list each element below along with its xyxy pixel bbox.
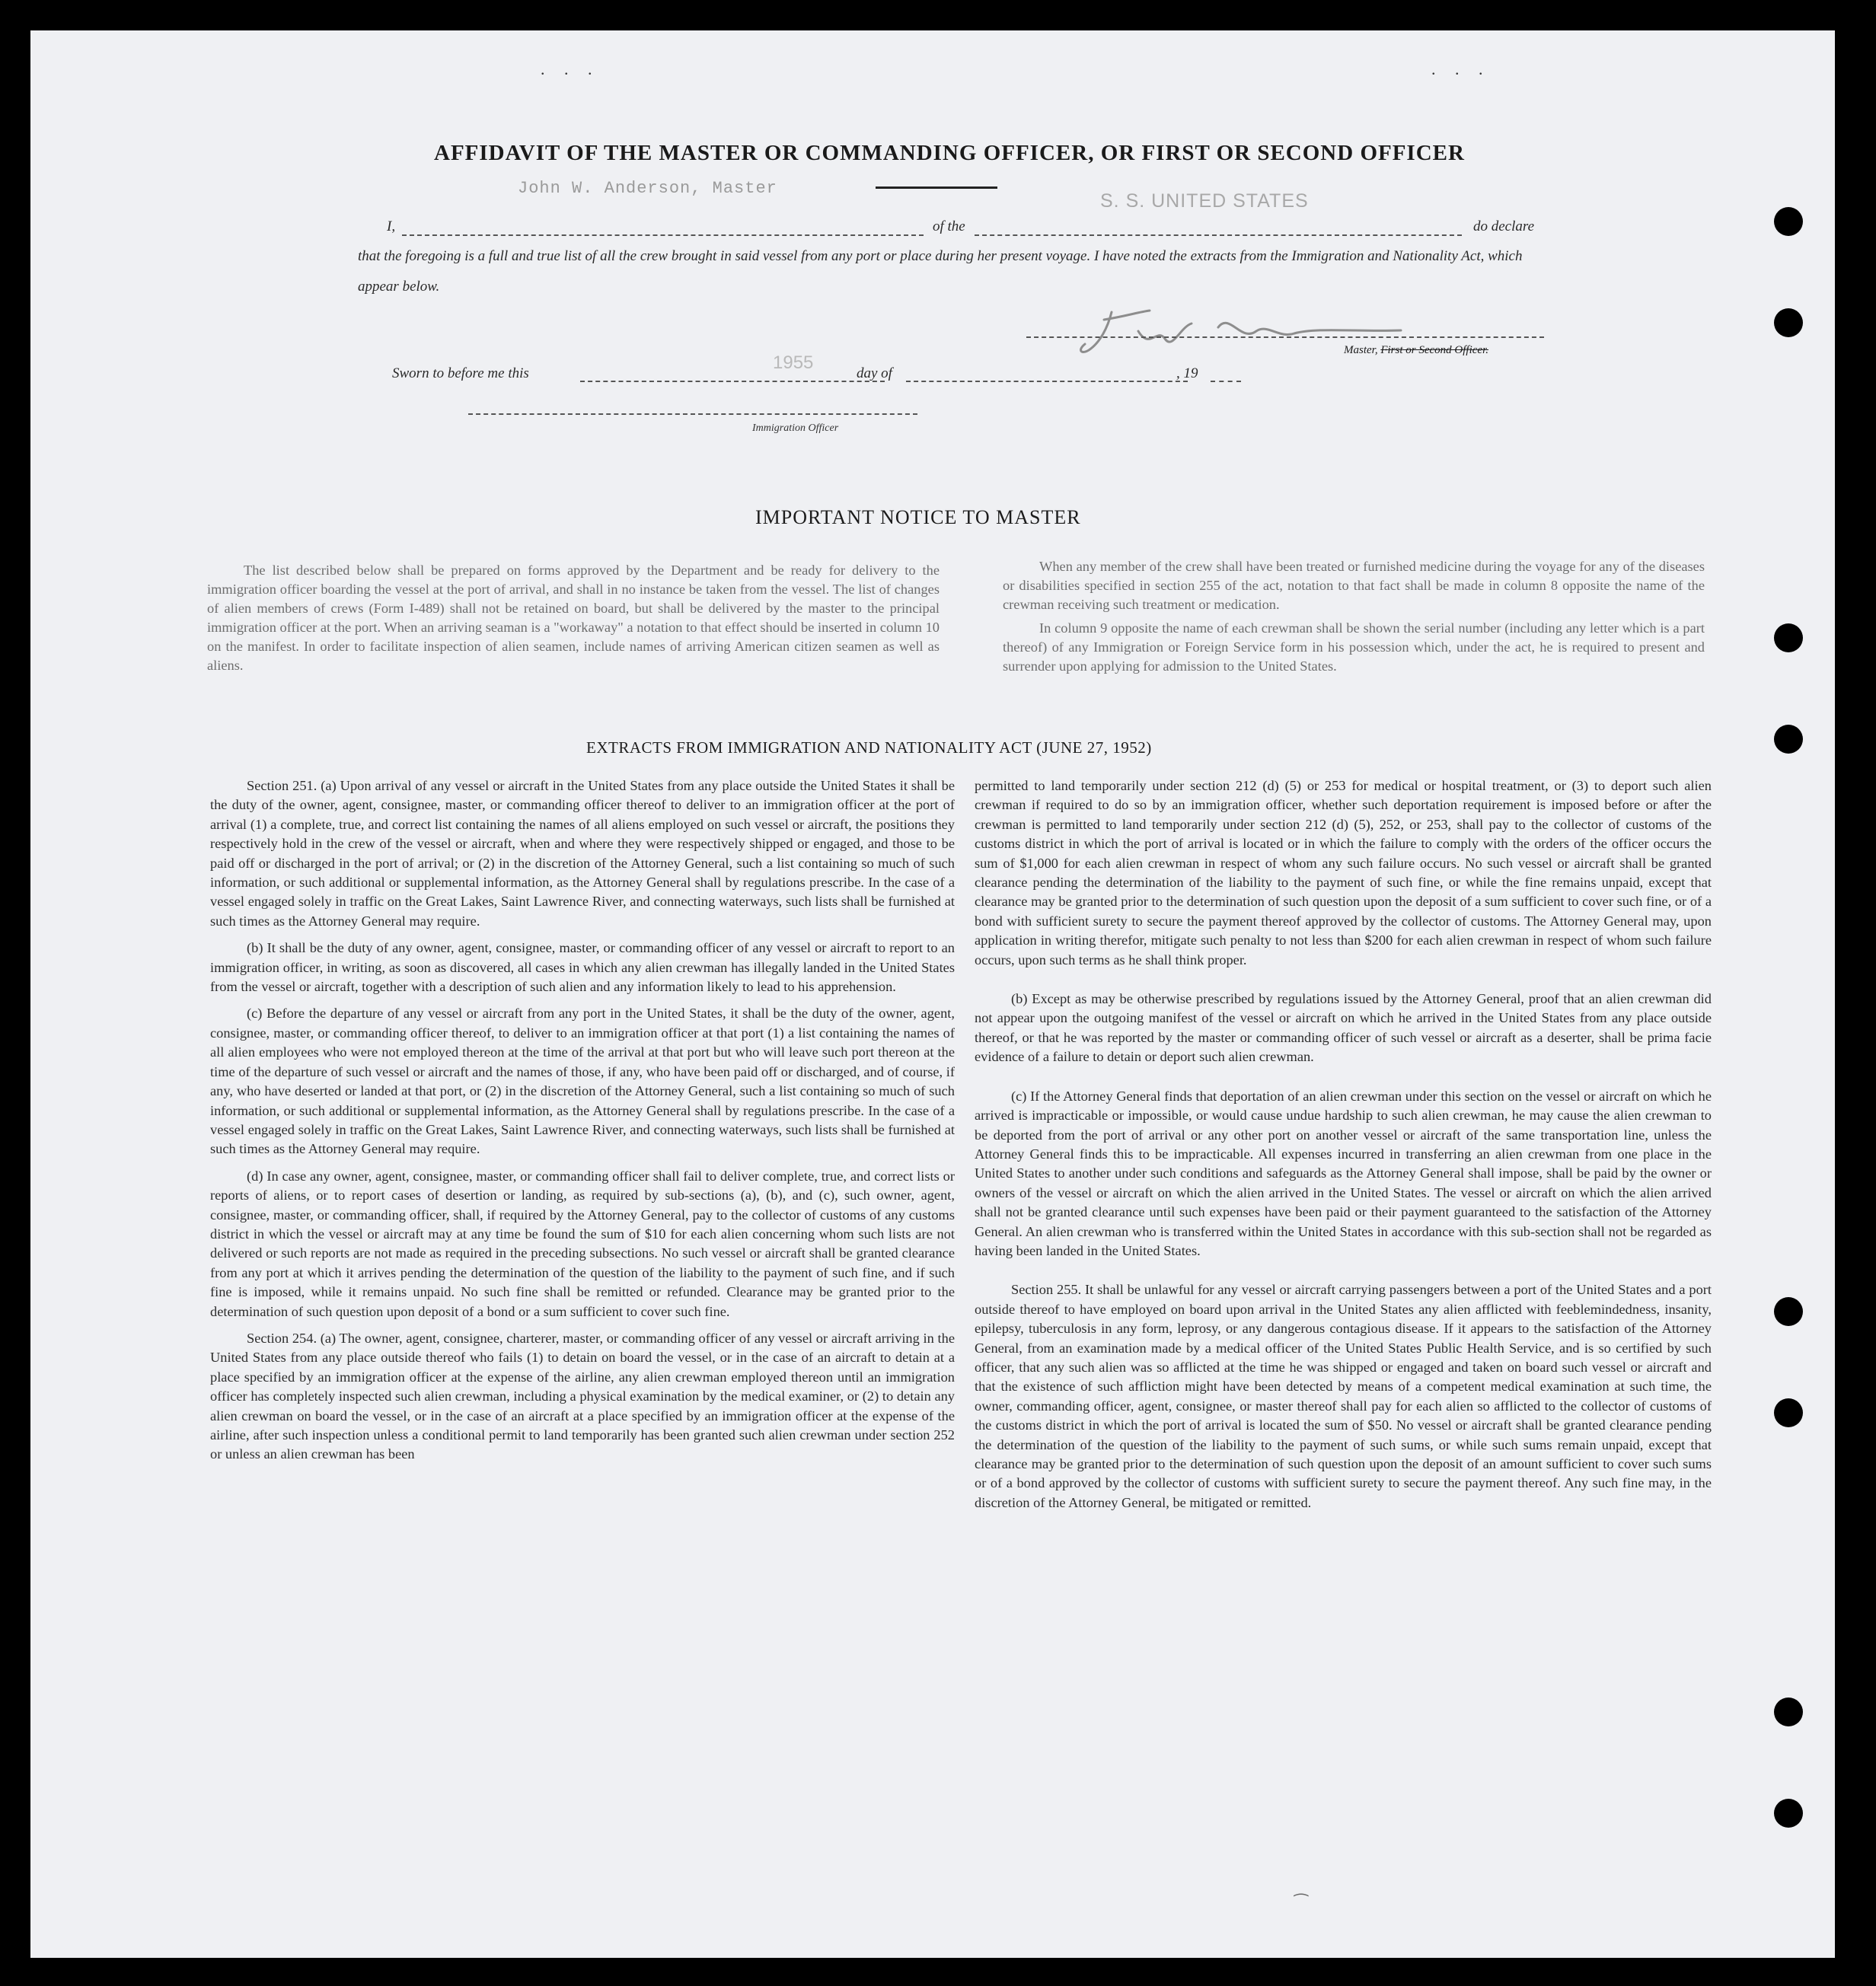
sworn-day-line [580,381,885,382]
signature-line [1026,336,1544,338]
typed-vessel-name: S. S. UNITED STATES [1100,190,1309,212]
extracts-right-column [975,776,1712,1520]
year-prefix: , 19 [1176,365,1198,381]
declaration-text: that the foregoing is a full and true list of all the crew brought in said vessel from any port or place during her present voyage. I have noted the extracts from the Immigration and Nationality Act, which appear below. [358,248,1523,295]
notice-right-paragraph-1: When any member of the crew shall have been treated or furnished medicine during the voyage for any of the diseases or disabilities specified in section 255 of the act, notation to that fact shall be made in column 8 opposite the name of the crewman receiving such treatment or medication. [1003,559,1705,612]
month-line [906,381,1188,382]
punch-hole [1774,207,1803,236]
vessel-fill-line [975,234,1462,236]
section-251-d: (d) In case any owner, agent, consignee, master, or commanding officer shall fail to deliver complete, true, and correct lists or reports of aliens, or to report cases of desertion or landing, as required by sub-sections (a), (b), and (c), such owner, agent, consignee, master, or commanding officer, shall, if required by the Attorney General, pay to the collector of customs of any customs district in which the vessel or aircraft may at any time be found the sum of $10 for each alien concerning whom such lists are not delivered or such reports are not made as required in the preceding subsections. No such vessel or aircraft shall be granted clearance from any port at which it arrives pending the determination of the question of the liability to the payment of such fine, and if such fine is imposed, while it remains unpaid. No such fine shall be remitted or refunded. Clearance may be granted prior to the determination of such question upon deposit of a bond or a sum sufficient to cover such fine. [210,1168,955,1319]
punch-hole [1774,623,1803,652]
affidavit-title: AFFIDAVIT OF THE MASTER OR COMMANDING OFFICER, OR FIRST OR SECOND OFFICER [434,141,1465,165]
section-254-a-continued: permitted to land temporarily under section 212 (d) (5) or 253 for medical or hospital treatment, or (3) to deport such alien crewman if required to do so by an immigration officer, whether such deportation requirement is imposed before or after the crewman is permitted to land temporarily under section 212 (d) (5), 252, or 253, shall pay to the collector of customs of the customs district in which the port of arrival is located or in which the failure to comply with the orders of the officer occurs the sum of $1,000 for each alien crewman in respect of whom any such failure occurs. No such vessel or aircraft shall be granted clearance pending the determination of the liability to the payment of such fine, or while the fine remains unpaid, except that clearance may be granted prior to the determination of such question upon the deposit of a sum sufficient to cover such fine, or of a bond with sufficient surety to secure the payment thereof approved by the collector of customs. The Attorney General may, upon application in writing therefor, mitigate such penalty to not less than $200 for each alien crewman in respect of whom such failure occurs, upon such terms as he shall think proper. [975,778,1712,967]
punch-hole [1774,1799,1803,1828]
officer-signature-line [468,413,917,415]
section-254-c: (c) If the Attorney General finds that deportation of an alien crewman under this section on the vessel or aircraft on which he arrived is impracticable or impossible, or would cause undue hardship to such alien crewman, he may cause the alien crewman to be deported from the port of arrival or any other port on another vessel or aircraft of the same transportation line, unless the Attorney General finds this to be impracticable. All expenses incurred in transferring an alien crewman from one place in the United States to another under such conditions and safeguards as the Attorney General shall impose, shall be paid by the owner or owners of the vessel or aircraft on which the alien arrived in the United States. The vessel or aircraft on which the alien arrived shall not be granted clearance until such expenses have been paid or their payment guaranteed to the satisfaction of the Attorney General. An alien crewman who is transferred within the United States in accordance with this sub-section shall not be regarded as having been landed in the United States. [975,1088,1712,1258]
punch-hole [1774,1398,1803,1427]
title-rule [876,186,997,189]
notice-right-paragraph-2: In column 9 opposite the name of each crewman shall be shown the serial number (including any letter which is a part thereof) of any Immigration or Foreign Service form in his possession which, under the act, he is required to present and surrender upon applying for admission to the United States. [1003,620,1705,674]
signature-caption [1344,344,1488,357]
section-251-c: (c) Before the departure of any vessel or aircraft from any port in the United States, it shall be the duty of the owner, agent, consignee, master, or commanding officer thereof, to deliver to an immigration officer at that port (1) a list containing the names of all alien employees who were not employed thereon at the time of the arrival at that port but who will leave such port thereon at the time of the departure of such vessel or aircraft and the names of those, if any, who have been paid off or discharged, and of course, if any, who have deserted or landed at that port, or (2) in the discretion of the Attorney General, such a list containing so much of such information, or such additional or supplemental information, as the Attorney General shall by regulations prescribe. In the case of a vessel engaged solely in traffic on the Great Lakes, Saint Lawrence River, and connecting waterways, such lists shall be furnished at such times as the Attorney General may require. [210,1006,955,1157]
notice-title: IMPORTANT NOTICE TO MASTER [755,506,1081,528]
punch-hole [1774,1297,1803,1326]
immigration-officer-label: Immigration Officer [752,422,839,434]
notice-left-paragraph: The list described below shall be prepared on forms approved by the Department and be ready for delivery to the immigration officer boarding the vessel at the port of arrival, and shall in no instance be taken from the vessel. The list of changes of alien members of crews (Form I-489) shall not be retained on board, but shall be delivered by the master to the principal immigration officer at the port. When an arriving seaman is a "workaway" a notation to that effect should be inserted in column 10 on the manifest. In order to facilitate inspection of alien seamen, include names of arriving American citizen seamen as well as aliens. [207,563,940,673]
section-251-a: Section 251. (a) Upon arrival of any vessel or aircraft in the United States from any place outside the United States it shall be the duty of the owner, agent, consignee, master, or commanding officer thereof to deliver to an immigration officer at the port of arrival (1) a complete, true, and correct list containing the names of all aliens employed on such vessel or aircraft, the positions they respectively hold in the crew of the vessel or aircraft, when and where they were respectively shipped or engaged, and those to be paid off or discharged in the port of arrival; or (2) in the discretion of the Attorney General, such a list containing so much of such information, or such additional or supplemental information, as the Attorney General shall by regulations prescribe. In the case of a vessel engaged solely in traffic on the Great Lakes, Saint Lawrence River, and connecting waterways, such lists shall be furnished at such times as the Attorney General may require. [210,778,955,929]
do-declare-label: do declare [1473,218,1535,234]
punch-hole [1774,725,1803,754]
extracts-title: EXTRACTS FROM IMMIGRATION AND NATIONALITY ACT (JUNE 27, 1952) [586,738,1152,757]
of-the-label: of the [933,218,965,234]
i-label: I, [387,218,396,234]
notice-right-column [1003,557,1705,680]
section-254-b: (b) Except as may be otherwise prescribed by regulations issued by the Attorney General, proof that an alien crewman did not appear upon the outgoing manifest of the vessel or aircraft on which he arrived in the United States from any place outside thereof, or that he was reported by the master or commanding officer of such vessel or aircraft as a deserter, shall be prima facie evidence of a failure to detain or deport such alien crewman. [975,991,1712,1065]
day-of-label: day of [857,365,892,381]
punch-hole [1774,1698,1803,1726]
extracts-left-column [210,776,955,1472]
sworn-label: Sworn to before me this [392,365,529,381]
caption-master: Master, [1344,344,1378,356]
section-251-b: (b) It shall be the duty of any owner, agent, consignee, master, or commanding officer of any vessel or aircraft to report to an immigration officer, in writing, as soon as discovered, all cases in which any alien crewman has illegally landed in the United States from the vessel or aircraft, together with a description of such alien and any information likely to lead to his apprehension. [210,940,955,995]
typed-master-name: John W. Anderson, Master [518,179,777,198]
punch-hole [1774,308,1803,337]
year-line [1211,381,1241,382]
caption-struck-officer: First or Second Officer. [1380,344,1488,356]
scanned-page: . . . . . . AFFIDAVIT OF THE MASTER OR COMMANDING OFFICER, OR FIRST OR SECOND OFFICER John W. Anderson, Master S. S. UNITED STATES I, of the do declare that the foregoing is a full and true list of all the crew brought in said vessel from any port or place during her present voyage. I have noted the extracts from the Immigration and Nationality Act, which appear below. Master, First or Second Officer. 1955 Sworn to before me this day of , 19 Immigration Officer IMPORTANT NOTICE TO MASTER The list described below shall be prepared on forms approved by the Department and be ready for delivery to the immigration officer boarding the vessel at the port of arrival, and shall in no instance be taken from the vessel. The list of changes of alien members of crews (Form I-489) shall not be retained on board, but shall be delivered by the master to the principal immigration officer at the port. When an arriving seaman is a "workaway" a notation to that effect should be inserted in column 10 on the manifest. In order to facilitate inspection of alien seamen, include names of arriving American citizen seamen as well as aliens. When any member of the crew shall have been treated or furnished medicine during the voyage for any of the diseases or disabilities specified in section 255 of the act, notation to that fact shall be made in column 8 opposite the name of the crewman receiving such treatment or medication. In column 9 opposite the name of each crewman shall be shown the serial number (including any letter which is a part thereof) of any Immigration or Foreign Service form in his possession which, under the act, he is required to present and surrender upon applying for admission to the United States. EXTRACTS FROM IMMIGRATION AND NATIONALITY ACT (JUNE 27, 1952) Section 251. (a) Upon arrival of any vessel or aircraft in the United States from any place outside the United States it shall be the duty of the owner, agent, consignee, master, or commanding officer thereof to deliver to an immigration officer at the port of arrival (1) a complete, true, and correct list containing the names of all aliens employed on such vessel or aircraft, the positions they respectively hold in the crew of the vessel or aircraft, when and where they were respectively shipped or engaged, and those to be paid off or discharged in the port of arrival; or (2) in the discretion of the Attorney General, such a list containing so much of such information, or such additional or supplemental information, as the Attorney General shall by regulations prescribe. In the case of a vessel engaged solely in traffic on the Great Lakes, Saint Lawrence River, and connecting waterways, such lists shall be furnished at such times as the Attorney General may require. (b) It shall be the duty of any owner, agent, consignee, master, or commanding officer of any vessel or aircraft to report to an immigration officer, in writing, as soon as discovered, all cases in which any alien crewman has illegally landed in the United States from the vessel or aircraft, together with a description of such alien and any information likely to lead to his apprehension. (c) Before the departure of any vessel or aircraft from any port in the United States, it shall be the duty of the owner, agent, consignee, master, or commanding officer thereof, to deliver to an immigration officer at that port (1) a list containing the names of all alien employees who were not employed thereon at the time of the arrival at that port but who will leave such port thereon at the time of the departure of such vessel or aircraft and the names of those, if any, who have been paid off or discharged, and of course, if any, who have deserted or landed at that port, or (2) in the discretion of the Attorney General, such a list containing so much of such information, or such additional or supplemental information, as the Attorney General shall by regulations prescribe. In the case of a vessel engaged solely in traffic on the Great Lakes, Saint Lawrence River, and connecting waterways, such lists shall be furnished at such times as the Attorney General may require. (d) In case any owner, agent, consignee, master, or commanding officer shall fail to deliver complete, true, and correct lists or reports of aliens, or to report cases of desertion or landing, as required by sub-sections (a), (b), and (c), such owner, agent, consignee, master, or commanding officer, shall, if required by the Attorney General, pay to the collector of customs of any customs district in which the vessel or aircraft may at any time be found the sum of $10 for each alien concerning whom such lists are not delivered or such reports are not made as required in the preceding subsections. No such vessel or aircraft shall be granted clearance from any port at which it arrives pending the determination of the question of the liability to the payment of such fine, and if such fine is imposed, while it remains unpaid. No such fine shall be remitted or refunded. Clearance may be granted prior to the determination of such question upon deposit of a bond or a sum sufficient to cover such fine. Section 254. (a) The owner, agent, consignee, charterer, master, or commanding officer of any vessel or aircraft arriving in the United States from any place outside thereof who fails (1) to detain on board the vessel, or in the case of an aircraft to detain at a place specified by an immigration officer at the expense of the airline, any alien crewman employed thereon until an immigration officer has completely inspected such alien crewman, including a physical examination by the medical examiner, or (2) to detain any alien crewman on board the vessel, or in the case of an aircraft at a place specified by an immigration officer at the expense of the airline, after such inspection unless a conditional permit to land temporarily has been granted such alien crewman under section 252 or unless an alien crewman has been permitted to land temporarily under section 212 (d) (5) or 253 for medical or hospital treatment, or (3) to deport such alien crewman if required to do so by an immigration officer, whether such deportation requirement is imposed before or after the crewman is permitted to land temporarily under section 212 (d) (5), 252, or 253, shall pay to the collector of customs of the customs district in which the port of arrival is located or in which the failure to comply with the orders of the officer occurs the sum of $1,000 for each alien crewman in respect of whom any such failure occurs. No such vessel or aircraft shall be granted clearance pending the determination of the liability to the payment of such fine, or while the fine remains unpaid, except that clearance may be granted prior to the determination of such question upon the deposit of a sum sufficient to cover such fine, or of a bond with sufficient surety to secure the payment thereof approved by the collector of customs. The Attorney General may, upon application in writing therefor, mitigate such penalty to not less than $200 for each alien crewman in respect of whom such failure occurs, upon such terms as he shall think proper. (b) Except as may be otherwise prescribed by regulations issued by the Attorney General, proof that an alien crewman did not appear upon the outgoing manifest of the vessel or aircraft on which he arrived in the United States from any place outside thereof, or that he was reported by the master or commanding officer of such vessel or aircraft as a deserter, shall be prima facie evidence of a failure to detain or deport such alien crewman. (c) If the Attorney General finds that deportation of an alien crewman under this section on the vessel or aircraft on which he arrived is impracticable or impossible, or would cause undue hardship to such alien crewman, he may cause the alien crewman to be deported from the port of arrival or any other port on another vessel or aircraft of the same transportation line, unless the Attorney General finds this to be impracticable. All expenses incurred in transferring an alien crewman from one place in the United States to another under such conditions and safeguards as the Attorney General shall impose, shall be paid by the owner or owners of the vessel or aircraft on which the alien arrived in the United States. The vessel or aircraft on which the alien arrived shall not be granted clearance until such expenses have been paid or their payment guaranteed to the satisfaction of the Attorney General. An alien crewman who is transferred within the United States in accordance with this sub-section shall not be regarded as having been landed in the United States. Section 255. It shall be unlawful for any vessel or aircraft carrying passengers between a port of the United States and a port outside thereof to have employed on board upon arrival in the United States any alien afflicted with feeblemindedness, insanity, epilepsy, tuberculosis in any form, leprosy, or any dangerous contagious disease. If it appears to the satisfaction of the Attorney General, from an examination made by a medical officer of the United States Public Health Service, and is so certified by such officer, that any such alien was so afflicted at the time he was shipped or engaged and taken on board such vessel or aircraft and that the existence of such affliction might have been detected by means of a competent medical examination at such time, the owner, commanding officer, agent, consignee, or master thereof shall pay for each alien so afflicted to the collector of customs of the customs district in which the port of arrival is located the sum of $50. No vessel or aircraft shall be granted clearance pending the determination of the question of the liability to the payment of such sums, or while such sums remain unpaid, except that clearance may be granted prior to the determination of such question upon the deposit of an amount sufficient to cover such sums or of a bond approved by the collector of customs with sufficient surety to secure the payment thereof. Any such fine may, in the discretion of the Attorney General, be mitigated or remitted. ⁀ [30,30,1835,1958]
name-fill-line [402,234,924,236]
stray-mark: ⁀ [1294,1894,1308,1913]
section-254-a: Section 254. (a) The owner, agent, consignee, charterer, master, or commanding officer of any vessel or aircraft arriving in the United States from any place outside thereof who fails (1) to detain on board the vessel, or in the case of an aircraft to detain at a place specified by an immigration officer at the expense of the airline, any alien crewman employed thereon until an immigration officer has completely inspected such alien crewman, including a physical examination by the medical examiner, or (2) to detain any alien crewman on board the vessel, or in the case of an aircraft at a place specified by an immigration officer at the expense of the airline, after such inspection unless a conditional permit to land temporarily has been granted such alien crewman under section 252 or unless an alien crewman has been [210,1330,955,1462]
notice-left-column [207,561,940,679]
section-255: Section 255. It shall be unlawful for any vessel or aircraft carrying passengers between a port of the United States and a port outside thereof to have employed on board upon arrival in the United States any alien afflicted with feeblemindedness, insanity, epilepsy, tuberculosis in any form, leprosy, or any dangerous contagious disease. If it appears to the satisfaction of the Attorney General, from an examination made by a medical officer of the United States Public Health Service, and is so certified by such officer, that any such alien was so afflicted at the time he was shipped or engaged and taken on board such vessel or aircraft and that the existence of such affliction might have been detected by means of a competent medical examination at such time, the owner, commanding officer, agent, consignee, or master thereof shall pay for each alien so afflicted to the collector of customs of the customs district in which the port of arrival is located the sum of $50. No vessel or aircraft shall be granted clearance pending the determination of the question of the liability to the payment of such sums, or while such sums remain unpaid, except that clearance may be granted prior to the determination of such question upon the deposit of an amount sufficient to cover such sums or of a bond approved by the collector of customs with sufficient surety to secure the payment thereof. Any such fine may, in the discretion of the Attorney General, be mitigated or remitted. [975,1282,1712,1510]
year-stamp: 1955 [773,352,814,373]
